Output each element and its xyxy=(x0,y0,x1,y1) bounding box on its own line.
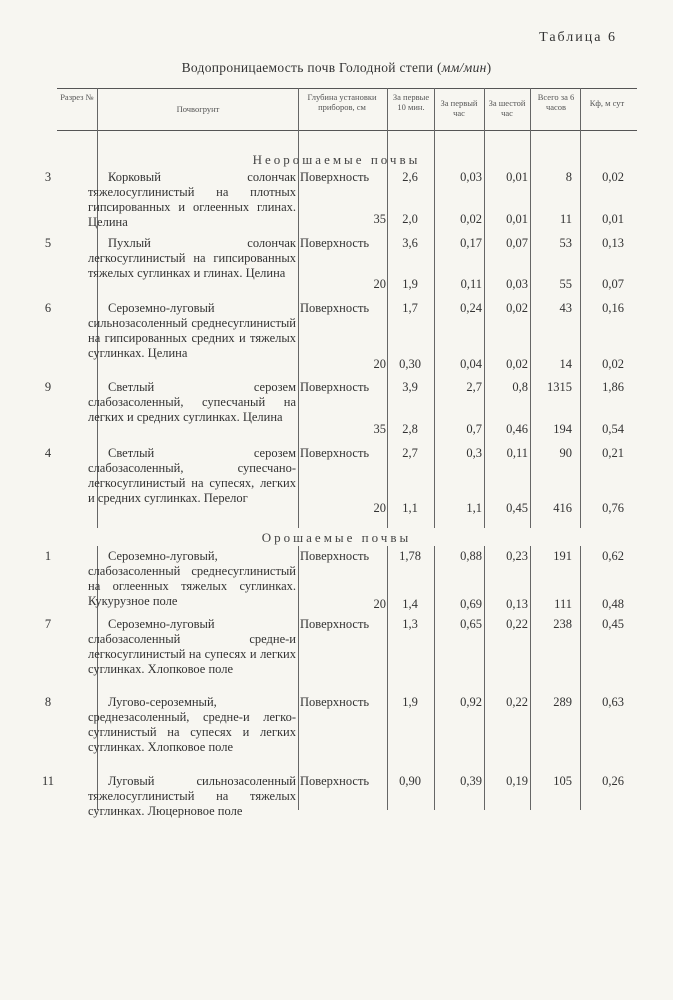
coef-value: 0,63 xyxy=(602,695,624,709)
sixth-hour-value: 0,01 xyxy=(506,212,528,226)
soil-description: Лугово-сероземный, среднезасоленный, средне-и легко-суглинистый на супесях и легких суглинках. Хлопковое поле xyxy=(88,695,296,754)
section-title: Неорошаемые почвы xyxy=(252,152,421,167)
depth-value: 35 xyxy=(373,212,386,226)
soil-description: Сероземно-луговый слабозасоленный средне-и легкосуглинистый на супесях и легких суглинках. Хлопковое поле xyxy=(88,617,296,676)
soil-description: Пухлый солончак легкосуглинистый на гипсированных тяжелых суглинках и глинах. Целина xyxy=(88,236,296,280)
header-bottom-rule xyxy=(57,130,637,131)
first-hour-value: 0,11 xyxy=(460,277,482,291)
first-hour-value: 0,3 xyxy=(466,446,482,460)
coef-value: 0,21 xyxy=(602,446,624,460)
depth-value: 20 xyxy=(373,277,386,291)
depth-value: Поверхность xyxy=(300,617,370,631)
soil-description: Луговый сильнозасоленный тяжелосуглинистый на тяжелых суглинках. Люцерновое поле xyxy=(88,774,296,818)
sixth-hour-value: 0,8 xyxy=(512,380,528,394)
total6-value: 11 xyxy=(559,212,572,226)
section-number: 6 xyxy=(44,301,52,315)
first-hour-value: 1,1 xyxy=(466,501,482,515)
section-number: 3 xyxy=(44,170,52,184)
header-top-rule xyxy=(57,88,637,89)
header-sixth-hour: За шестой час xyxy=(488,98,526,118)
soil-description: Светлый серозем слабозасоленный, супесчаный на легких и средних суглинках. Целина xyxy=(88,380,296,424)
depth-value: Поверхность xyxy=(300,446,370,460)
header-total6: Всего за 6 часов xyxy=(537,92,575,112)
caption-end: ) xyxy=(486,60,492,75)
first10-value: 1,9 xyxy=(402,277,418,291)
section-number: 7 xyxy=(44,617,52,631)
soil-description: Сероземно-луговый сильнозасоленный среднесуглинистый на гипсированных средних и тяжелых суглинках. Целина xyxy=(88,301,296,360)
coef-value: 0,62 xyxy=(602,549,624,563)
section-number: 9 xyxy=(44,380,52,394)
first10-value: 1,7 xyxy=(402,301,418,315)
first10-value: 1,78 xyxy=(399,549,421,563)
total6-value: 1315 xyxy=(547,380,572,394)
caption-main: Водопроницаемость почв Голодной степи ( xyxy=(181,60,442,75)
total6-value: 194 xyxy=(553,422,572,436)
section-number: 1 xyxy=(44,549,52,563)
first-hour-value: 0,03 xyxy=(460,170,482,184)
depth-value: Поверхность xyxy=(300,695,370,709)
first10-value: 0,90 xyxy=(399,774,421,788)
coef-value: 0,26 xyxy=(602,774,624,788)
depth-value: Поверхность xyxy=(300,301,370,315)
first10-value: 1,1 xyxy=(402,501,418,515)
first10-value: 2,0 xyxy=(402,212,418,226)
depth-value: Поверхность xyxy=(300,774,370,788)
total6-value: 416 xyxy=(553,501,572,515)
column-rule xyxy=(387,546,388,810)
first-hour-value: 0,24 xyxy=(460,301,482,315)
total6-value: 191 xyxy=(553,549,572,563)
sixth-hour-value: 0,02 xyxy=(506,301,528,315)
depth-value: 20 xyxy=(373,501,386,515)
first-hour-value: 0,92 xyxy=(460,695,482,709)
sixth-hour-value: 0,22 xyxy=(506,617,528,631)
header-first10: За первые 10 мин. xyxy=(392,92,430,112)
depth-value: Поверхность xyxy=(300,170,370,184)
first-hour-value: 0,04 xyxy=(460,357,482,371)
section-title: Орошаемые почвы xyxy=(261,530,412,545)
coef-value: 0,02 xyxy=(602,170,624,184)
soil-description: Корковый солончак тяжелосуглинистый на плотных гипсированных и оглеенных глинах. Целина xyxy=(88,170,296,229)
header-first-hour: За первый час xyxy=(440,98,478,118)
header-soil: Почвогрунт xyxy=(176,104,220,114)
first-hour-value: 0,02 xyxy=(460,212,482,226)
depth-value: Поверхность xyxy=(300,380,370,394)
first10-value: 3,9 xyxy=(402,380,418,394)
first10-value: 0,30 xyxy=(399,357,421,371)
section-number: 8 xyxy=(44,695,52,709)
coef-value: 0,02 xyxy=(602,357,624,371)
coef-value: 0,01 xyxy=(602,212,624,226)
section-number: 5 xyxy=(44,236,52,250)
total6-value: 43 xyxy=(559,301,572,315)
header-coef: Кф, м сут xyxy=(589,98,625,108)
total6-value: 289 xyxy=(553,695,572,709)
table-caption xyxy=(0,60,673,76)
first10-value: 1,3 xyxy=(402,617,418,631)
coef-value: 0,45 xyxy=(602,617,624,631)
sixth-hour-value: 0,45 xyxy=(506,501,528,515)
column-rule xyxy=(484,546,485,810)
coef-value: 0,16 xyxy=(602,301,624,315)
sixth-hour-value: 0,19 xyxy=(506,774,528,788)
column-rule xyxy=(298,546,299,810)
first10-value: 1,9 xyxy=(402,695,418,709)
coef-value: 0,13 xyxy=(602,236,624,250)
depth-value: Поверхность xyxy=(300,549,370,563)
caption-units: мм/мин xyxy=(441,60,487,75)
column-rule xyxy=(580,546,581,810)
sixth-hour-value: 0,46 xyxy=(506,422,528,436)
first10-value: 2,8 xyxy=(402,422,418,436)
header-section-no: Разрез № xyxy=(60,92,94,102)
soil-description: Светлый серозем слабозасоленный, супесчано-легкосуглинистый на супесях, легких и средних суглинках. Перелог xyxy=(88,446,296,505)
first10-value: 3,6 xyxy=(402,236,418,250)
total6-value: 111 xyxy=(554,597,572,611)
section-number: 11 xyxy=(41,774,55,788)
first10-value: 2,7 xyxy=(402,446,418,460)
first-hour-value: 0,39 xyxy=(460,774,482,788)
soil-description: Сероземно-луговый, слабозасоленный среднесуглинистый на оглеенных тяжелых суглинках. Кукурузное поле xyxy=(88,549,296,608)
depth-value: 20 xyxy=(373,597,386,611)
table-label: Таблица 6 xyxy=(539,30,617,45)
sixth-hour-value: 0,23 xyxy=(506,549,528,563)
first10-value: 2,6 xyxy=(402,170,418,184)
total6-value: 8 xyxy=(565,170,572,184)
section-number: 4 xyxy=(44,446,52,460)
coef-value: 0,54 xyxy=(602,422,624,436)
depth-value: Поверхность xyxy=(300,236,370,250)
sixth-hour-value: 0,02 xyxy=(506,357,528,371)
first-hour-value: 0,7 xyxy=(466,422,482,436)
coef-value: 0,07 xyxy=(602,277,624,291)
sixth-hour-value: 0,22 xyxy=(506,695,528,709)
coef-value: 0,76 xyxy=(602,501,624,515)
total6-value: 90 xyxy=(559,446,572,460)
total6-value: 53 xyxy=(559,236,572,250)
header-depth: Глубина установки приборов, см xyxy=(307,92,377,112)
first-hour-value: 2,7 xyxy=(466,380,482,394)
total6-value: 14 xyxy=(559,357,572,371)
total6-value: 105 xyxy=(553,774,572,788)
coef-value: 1,86 xyxy=(602,380,624,394)
total6-value: 238 xyxy=(553,617,572,631)
sixth-hour-value: 0,13 xyxy=(506,597,528,611)
column-rule xyxy=(434,546,435,810)
sixth-hour-value: 0,11 xyxy=(506,446,528,460)
sixth-hour-value: 0,07 xyxy=(506,236,528,250)
total6-value: 55 xyxy=(559,277,572,291)
first10-value: 1,4 xyxy=(402,597,418,611)
first-hour-value: 0,69 xyxy=(460,597,482,611)
column-rule xyxy=(530,546,531,810)
depth-value: 35 xyxy=(373,422,386,436)
first-hour-value: 0,65 xyxy=(460,617,482,631)
sixth-hour-value: 0,01 xyxy=(506,170,528,184)
sixth-hour-value: 0,03 xyxy=(506,277,528,291)
depth-value: 20 xyxy=(373,357,386,371)
first-hour-value: 0,17 xyxy=(460,236,482,250)
first-hour-value: 0,88 xyxy=(460,549,482,563)
coef-value: 0,48 xyxy=(602,597,624,611)
